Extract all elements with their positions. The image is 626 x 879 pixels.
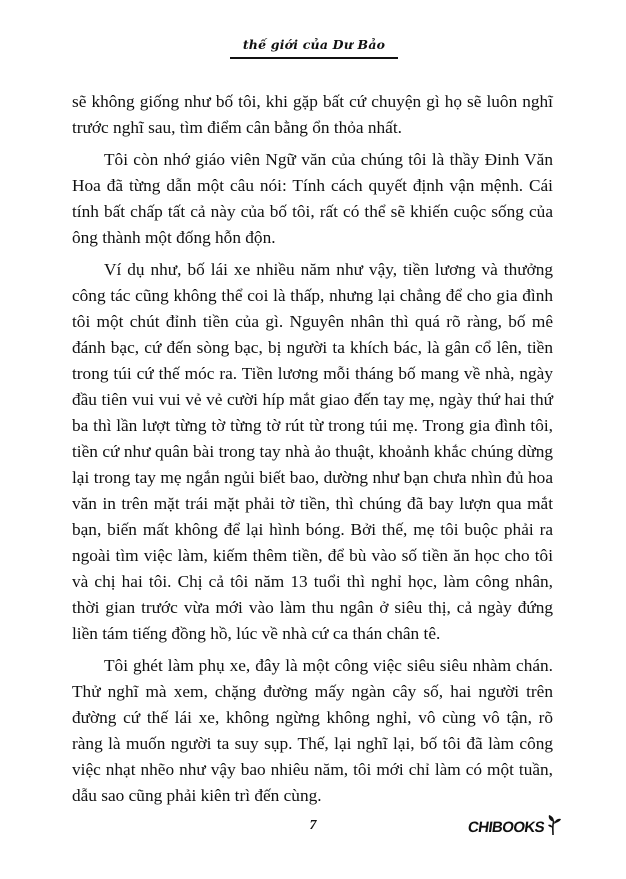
running-header: thế giới của Dư Bảo [242, 37, 386, 52]
paragraph-continued: sẽ không giống như bố tôi, khi gặp bất cứ chuyện gì họ sẽ luôn nghĩ trước nghĩ sau, tìm điểm cân bằng ổn thỏa nhất. [72, 92, 553, 137]
leaf-sprout-icon [546, 814, 562, 841]
publisher-logo [468, 814, 562, 841]
paragraph: Tôi ghét làm phụ xe, đây là một công việc siêu siêu nhàm chán. Thử nghĩ mà xem, chặng đường mấy ngàn cây số, hai người trên đường cứ thế lái xe, không ngừng không nghỉ, vô cùng vô tận, rõ ràng là muốn người ta suy sụp. Thế, lại nghĩ lại, bố tôi đã làm công việc nhạt nhẽo như vậy bao nhiêu năm, tôi mới chỉ làm có một tuần, dẫu sao cũng phải kiên trì đến cùng. [72, 656, 553, 805]
page-number: 7 [309, 818, 317, 833]
paragraph: Ví dụ như, bố lái xe nhiều năm như vậy, tiền lương và thưởng công tác cũng không thể coi là thấp, nhưng lại chẳng để cho gia đình tôi một chút đỉnh tiền của gì. Nguyên nhân thì quá rõ ràng, bố mê đánh bạc, cứ đến sòng bạc, bị người ta khích bác, là gân cổ lên, tiền trong túi cứ thế móc ra. Tiền lương mỗi tháng bố mang về nhà, ngày đầu tiên vui vui vẻ vẻ cười híp mắt giao đến tay mẹ, ngày thứ hai thứ ba thì lần lượt từng tờ từng tờ rút từ trong túi mẹ. Trong gia đình tôi, tiền cứ như quân bài trong tay nhà ảo thuật, khoảnh khắc chúng dừng lại trong tay mẹ ngắn ngủi biết bao, dường như bạn chưa nhìn đủ hoa văn in trên mặt trái mặt phải tờ tiền, thì chúng đã bay lượn qua mắt bạn, biến mất không để lại hình bóng. Bởi thế, mẹ tôi buộc phải ra ngoài tìm việc làm, kiếm thêm tiền, để bù vào số tiền ăn học cho tôi và chị hai tôi. Chị cả tôi năm 13 tuổi thì nghỉ học, làm công nhân, thời gian trước vừa mới vào làm thu ngân ở siêu thị, cả ngày đứng liền tám tiếng đồng hồ, lúc về nhà cứ ca thán chân tê. [72, 260, 553, 643]
body-text [72, 89, 553, 815]
publisher-name: CHIBOOKS [466, 819, 546, 836]
header-rule [230, 57, 398, 59]
paragraph: Tôi còn nhớ giáo viên Ngữ văn của chúng tôi là thầy Đinh Văn Hoa đã từng dẫn một câu nói: Tính cách quyết định vận mệnh. Cái tính bất chấp tất cả này của bố tôi, rất có thể sẽ khiến cuộc sống của ông thành một đống hỗn độn. [72, 150, 553, 247]
